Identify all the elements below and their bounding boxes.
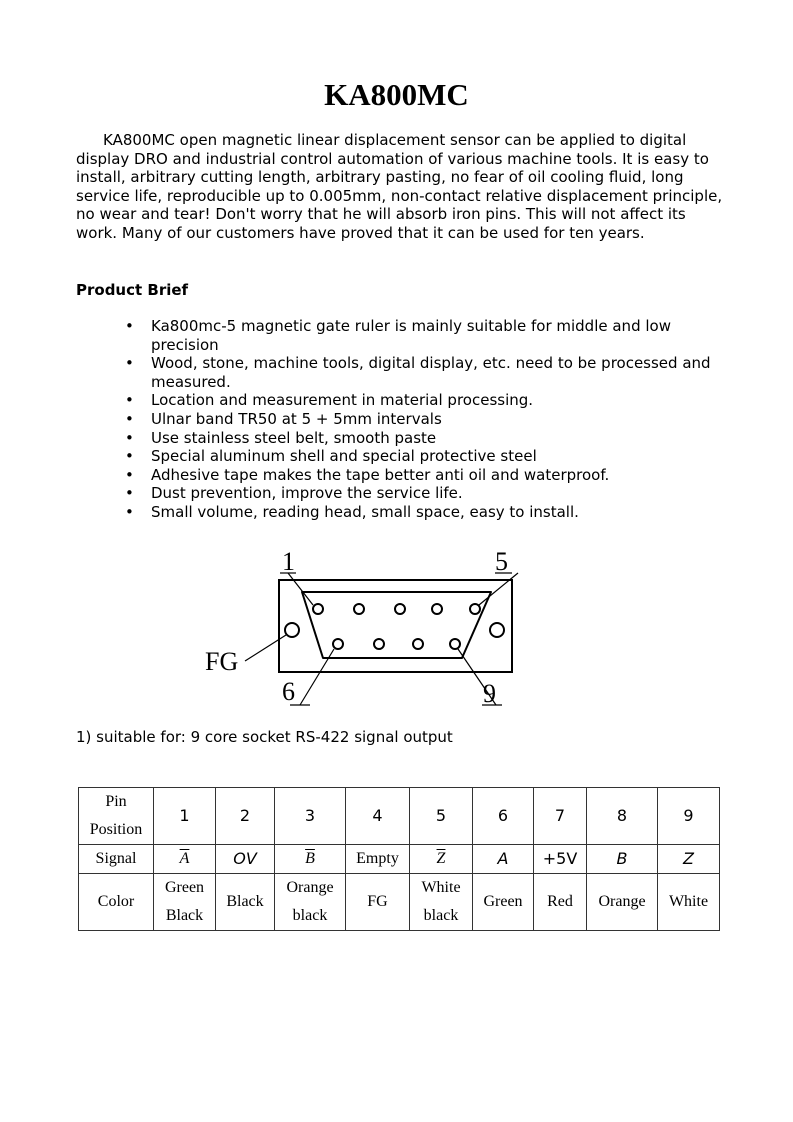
pin-number: 3 (275, 788, 346, 845)
signal-value: B (587, 845, 658, 874)
table-row (79, 874, 720, 931)
intro-paragraph (76, 131, 726, 243)
pin-number: 5 (410, 788, 473, 845)
suitable-note: 1) suitable for: 9 core socket RS-422 signal output (76, 728, 453, 746)
color-value: Red (534, 874, 587, 931)
pin-hole (470, 604, 480, 614)
signal-value: +5V (534, 845, 587, 874)
pin-number: 7 (534, 788, 587, 845)
pin-number: 2 (216, 788, 275, 845)
pin-assignment-table (78, 787, 720, 931)
pin-number: 1 (154, 788, 216, 845)
list-item: • Use stainless steel belt, smooth paste (151, 429, 726, 448)
header-pin-position: Pin Position (79, 788, 154, 845)
color-value: White (658, 874, 720, 931)
color-value: Black (216, 874, 275, 931)
header-color: Color (79, 874, 154, 931)
pin-number: 8 (587, 788, 658, 845)
list-item: • Ulnar band TR50 at 5 + 5mm intervals (151, 410, 726, 429)
connector-pinout-diagram (200, 543, 530, 713)
intro-text: KA800MC open magnetic linear displacement sensor can be applied to digital display DRO and industrial control automation of various machine tools. It is easy to install, arbitrary cutting length, arbitrary pasting, no fear of oil cooling fluid, long service life, reproducible up to 0.005mm, non-contact relative displacement principle, no wear and tear! Don't worry that he will absorb iron pins. This will not affect its work. Many of our customers have proved that it can be used for ten years. (76, 131, 723, 242)
signal-value: $\overline{Z}$ (410, 845, 473, 874)
list-item: • Location and measurement in material processing. (151, 391, 726, 410)
pin-hole (432, 604, 442, 614)
color-value: Orange (587, 874, 658, 931)
color-value: White black (410, 874, 473, 931)
color-value: FG (346, 874, 410, 931)
signal-value: A (473, 845, 534, 874)
signal-value: OV (216, 845, 275, 874)
list-item: • Wood, stone, machine tools, digital display, etc. need to be processed and measured. (151, 354, 726, 391)
color-value: Green Black (154, 874, 216, 931)
mount-hole-right (490, 623, 504, 637)
label-pin-5: 5 (495, 547, 508, 576)
pin-number: 9 (658, 788, 720, 845)
table-row (79, 845, 720, 874)
label-pin-1: 1 (282, 547, 295, 576)
label-pin-6: 6 (282, 677, 295, 706)
product-brief-list (151, 317, 726, 522)
signal-value: $\overline{B}$ (275, 845, 346, 874)
list-item: • Adhesive tape makes the tape better anti oil and waterproof. (151, 466, 726, 485)
signal-value: $\overline{A}$ (154, 845, 216, 874)
pin-hole (395, 604, 405, 614)
table-row (79, 788, 720, 845)
pin-row-bottom (333, 639, 460, 649)
pin-hole (413, 639, 423, 649)
pin-hole (354, 604, 364, 614)
pin-number: 6 (473, 788, 534, 845)
signal-value: Empty (346, 845, 410, 874)
pin-number: 4 (346, 788, 410, 845)
product-brief-heading: Product Brief (76, 281, 189, 299)
document-title: KA800MC (324, 77, 469, 112)
label-pin-9: 9 (483, 679, 496, 708)
label-fg: FG (205, 647, 239, 676)
pin-hole (313, 604, 323, 614)
list-item: • Ka800mc-5 magnetic gate ruler is mainly suitable for middle and low precision (151, 317, 726, 354)
color-value: Orange black (275, 874, 346, 931)
list-item: • Small volume, reading head, small space, easy to install. (151, 503, 726, 522)
pin-hole (450, 639, 460, 649)
pin-hole (333, 639, 343, 649)
pin-hole (374, 639, 384, 649)
list-item: • Dust prevention, improve the service life. (151, 484, 726, 503)
color-value: Green (473, 874, 534, 931)
signal-value: Z (658, 845, 720, 874)
connector-d-shape (302, 592, 491, 658)
list-item: • Special aluminum shell and special protective steel (151, 447, 726, 466)
pin-row-top (313, 604, 480, 614)
mount-hole-left (285, 623, 299, 637)
header-signal: Signal (79, 845, 154, 874)
